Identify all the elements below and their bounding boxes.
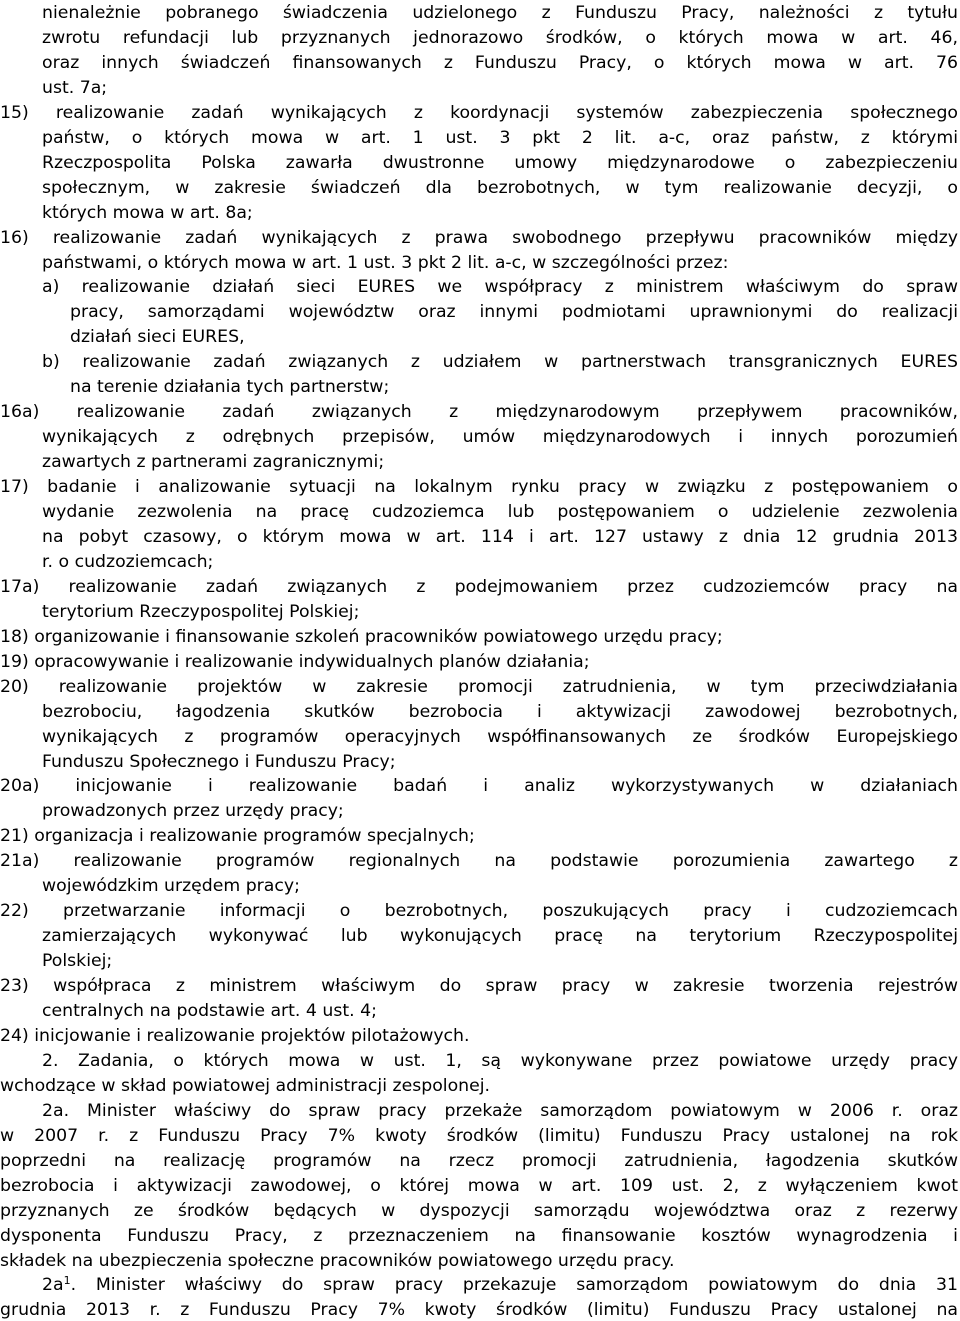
text-line: 15) realizowanie zadań wynikających z koordynacji systemów zabezpieczenia społecznego <box>0 102 958 123</box>
text-line: państwami, o których mowa w art. 1 ust. 3 pkt 2 lit. a-c, w szczególności przez: <box>42 252 729 273</box>
text-line: 21a) realizowanie programów regionalnych na podstawie porozumienia zawartego z <box>0 851 958 872</box>
text-line: 2. Zadania, o których mowa w ust. 1, są wykonywane przez powiatowe urzędy pracy <box>42 1050 958 1071</box>
text-line: 23) współpraca z ministrem właściwym do spraw pracy w zakresie tworzenia rejestrów <box>0 976 958 997</box>
text-line: bezrobociu, łagodzenia skutków bezrobocia i aktywizacji zawodowej bezrobotnych, <box>42 701 958 722</box>
text-line: terytorium Rzeczypospolitej Polskiej; <box>42 601 360 622</box>
text-line: składek na ubezpieczenia społeczne pracowników powiatowego urzędu pracy. <box>0 1250 675 1271</box>
paragraph-text: . Minister właściwy do spraw pracy przekazuje samorządom powiatowym do dnia 31 <box>70 1275 958 1296</box>
text-line: dysponenta Funduszu Pracy, z przeznaczeniem na finansowanie kosztów wynagrodzenia i <box>0 1225 958 1246</box>
text-line: 17a) realizowanie zadań związanych z podejmowaniem przez cudzoziemców pracy na <box>0 576 958 597</box>
text-line: 19) opracowywanie i realizowanie indywidualnych planów działania; <box>0 651 590 672</box>
text-line: państw, o których mowa w art. 1 ust. 3 pkt 2 lit. a-c, oraz państw, z którymi <box>42 127 958 148</box>
text-line: ust. 7a; <box>42 77 108 98</box>
superscript-index: 1 <box>63 1274 71 1288</box>
text-line: wynikających z programów operacyjnych współfinansowanych ze środków Europejskiego <box>42 726 958 747</box>
text-line: 2a. Minister właściwy do spraw pracy przekaże samorządom powiatowym w 2006 r. oraz <box>42 1100 958 1121</box>
text-line: społecznym, w zakresie świadczeń dla bezrobotnych, w tym realizowanie decyzji, o <box>42 177 958 198</box>
text-line: zwrotu refundacji lub przyznanych jednorazowo środków, o których mowa w art. 46, <box>42 27 958 48</box>
text-line: b) realizowanie zadań związanych z udziałem w partnerstwach transgranicznych EURES <box>42 352 958 373</box>
text-line: a) realizowanie działań sieci EURES we współpracy z ministrem właściwym do spraw <box>42 277 958 298</box>
text-line: działań sieci EURES, <box>70 327 245 348</box>
text-line: 18) organizowanie i finansowanie szkoleń pracowników powiatowego urzędu pracy; <box>0 626 723 647</box>
text-line: których mowa w art. 8a; <box>42 202 253 223</box>
text-line: 17) badanie i analizowanie sytuacji na lokalnym rynku pracy w związku z postępowaniem o <box>0 477 958 498</box>
text-line: 16) realizowanie zadań wynikających z prawa swobodnego przepływu pracowników między <box>0 227 958 248</box>
text-line: oraz innych świadczeń finansowanych z Funduszu Pracy, o których mowa w art. 76 <box>42 52 958 73</box>
text-line: 16a) realizowanie zadań związanych z międzynarodowym przepływem pracowników, <box>0 402 958 423</box>
text-line: 21) organizacja i realizowanie programów specjalnych; <box>0 826 475 847</box>
text-line: wchodzące w skład powiatowej administracji zespolonej. <box>0 1075 491 1096</box>
text-line: zawartych z partnerami zagranicznymi; <box>42 452 385 473</box>
text-line: r. o cudzoziemcach; <box>42 551 214 572</box>
text-line: bezrobocia i aktywizacji zawodowej, o której mowa w art. 109 ust. 2, z wyłączeniem kwot <box>0 1175 958 1196</box>
text-line: pracy, samorządami województw oraz innymi podmiotami uprawnionymi do realizacji <box>70 302 958 323</box>
text-line: przyznanych ze środków będących w dyspozycji samorządu województwa oraz z rezerwy <box>0 1200 958 1221</box>
text-line: Polskiej; <box>42 951 113 972</box>
text-line: zamierzających wykonywać lub wykonujących pracę na terytorium Rzeczypospolitej <box>42 926 958 947</box>
text-line: centralnych na podstawie art. 4 ust. 4; <box>42 1001 377 1021</box>
text-line: wojewódzkim urzędem pracy; <box>42 876 300 897</box>
text-line: 24) inicjowanie i realizowanie projektów pilotażowych. <box>0 1025 470 1046</box>
text-line: 22) przetwarzanie informacji o bezrobotnych, poszukujących pracy i cudzoziemcach <box>0 901 958 922</box>
text-line: poprzedni na realizację programów na rzecz promocji zatrudnienia, łagodzenia skutków <box>0 1150 958 1171</box>
text-line: na pobyt czasowy, o którym mowa w art. 114 i art. 127 ustawy z dnia 12 grudnia 2013 <box>42 526 958 547</box>
text-line: w 2007 r. z Funduszu Pracy 7% kwoty środków (limitu) Funduszu Pracy ustalonej na rok <box>0 1125 958 1146</box>
text-line: grudnia 2013 r. z Funduszu Pracy 7% kwoty środków (limitu) Funduszu Pracy ustalonej na <box>0 1300 958 1321</box>
text-line: 20) realizowanie projektów w zakresie promocji zatrudnienia, w tym przeciwdziałania <box>0 676 958 697</box>
text-line: na terenie działania tych partnerstw; <box>70 377 390 398</box>
text-line: 20a) inicjowanie i realizowanie badań i analiz wykorzystywanych w działaniach <box>0 776 958 797</box>
text-line: prowadzonych przez urzędy pracy; <box>42 801 344 822</box>
text-line: wydanie zezwolenia na pracę cudzoziemca lub postępowaniem o udzielenie zezwolenia <box>42 502 958 522</box>
text-line: nienależnie pobranego świadczenia udzielonego z Funduszu Pracy, należności z tytułu <box>42 3 958 23</box>
text-line-superscript <box>42 1274 958 1296</box>
text-line: Rzeczpospolita Polska zawarła dwustronne umowy międzynarodowe o zabezpieczeniu <box>42 152 958 173</box>
text-line: wynikających z odrębnych przepisów, umów międzynarodowych i innych porozumień <box>42 427 958 448</box>
paragraph-number: 2a <box>42 1275 64 1296</box>
text-line: Funduszu Społecznego i Funduszu Pracy; <box>42 751 396 772</box>
